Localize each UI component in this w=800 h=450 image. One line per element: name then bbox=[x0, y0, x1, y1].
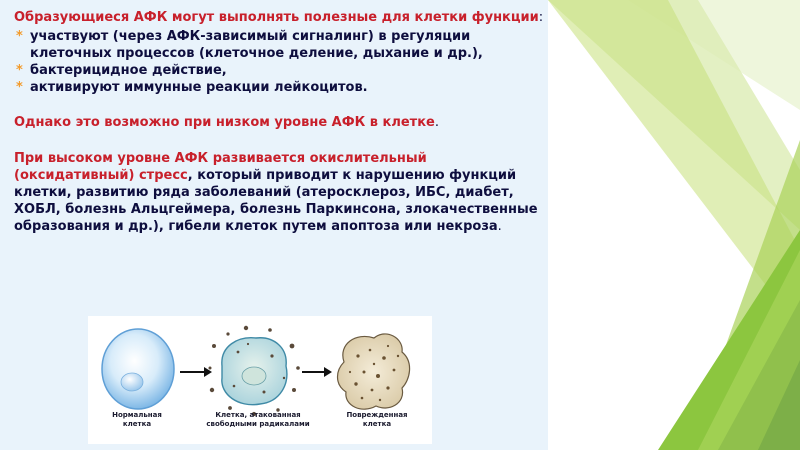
cell-damage-figure bbox=[88, 316, 432, 444]
caption-line: Нормальная bbox=[112, 411, 162, 419]
intro-heading-text: Образующиеся АФК могут выполнять полезные для клетки функции bbox=[14, 10, 539, 25]
conclusion-tail: . bbox=[497, 219, 502, 234]
caption-normal-cell bbox=[94, 411, 180, 429]
bullet-text: активируют иммунные реакции лейкоцитов. bbox=[30, 80, 368, 95]
star-bullet-icon: * bbox=[16, 29, 23, 44]
caption-line: Поврежденная bbox=[346, 411, 408, 419]
high-level-conclusion bbox=[14, 150, 544, 235]
conclusion-red-text: При высоком уровне АФК развивается окислительный (оксидативный) стресс bbox=[14, 151, 427, 183]
star-bullet-icon: * bbox=[16, 63, 23, 78]
low-level-note bbox=[14, 114, 544, 131]
list-item bbox=[16, 62, 544, 79]
intro-heading-tail: : bbox=[538, 10, 544, 25]
intro-heading bbox=[14, 9, 544, 26]
green-triangle-decoration bbox=[548, 0, 800, 450]
list-item bbox=[16, 28, 544, 62]
list-item bbox=[16, 79, 544, 96]
caption-damaged-cell bbox=[332, 411, 422, 429]
benefit-list bbox=[14, 28, 544, 96]
damaged-cell-icon bbox=[338, 334, 410, 409]
caption-line: свободными радикалами bbox=[206, 420, 310, 428]
attacked-cell-icon bbox=[209, 326, 300, 416]
arrow-right-icon bbox=[302, 367, 332, 377]
caption-line: Клетка, атакованная bbox=[215, 411, 301, 419]
bullet-text: участвуют (через АФК-зависимый сигналинг) в регуляции клеточных процессов (клеточное деление, дыхание и др.), bbox=[30, 29, 483, 61]
slide-text bbox=[14, 9, 544, 235]
caption-line: клетка bbox=[362, 420, 392, 428]
bullet-text: бактерицидное действие, bbox=[30, 63, 227, 78]
caption-line: клетка bbox=[122, 420, 152, 428]
caption-attacked-cell bbox=[200, 411, 316, 429]
star-bullet-icon: * bbox=[16, 80, 23, 95]
note-tail: . bbox=[434, 115, 439, 130]
arrow-right-icon bbox=[180, 367, 212, 377]
note-text: Однако это возможно при низком уровне АФК в клетке bbox=[14, 115, 435, 130]
normal-cell-icon bbox=[102, 329, 174, 409]
conclusion-text: , который приводит к нарушению функций клетки, развитию ряда заболеваний (атеросклероз, ИБС, диабет, ХОБЛ, болезнь Альцгеймера, болезнь Паркинсона, злокачественные образования и др.), гибели клеток путем апоптоза или некроза bbox=[14, 168, 538, 234]
